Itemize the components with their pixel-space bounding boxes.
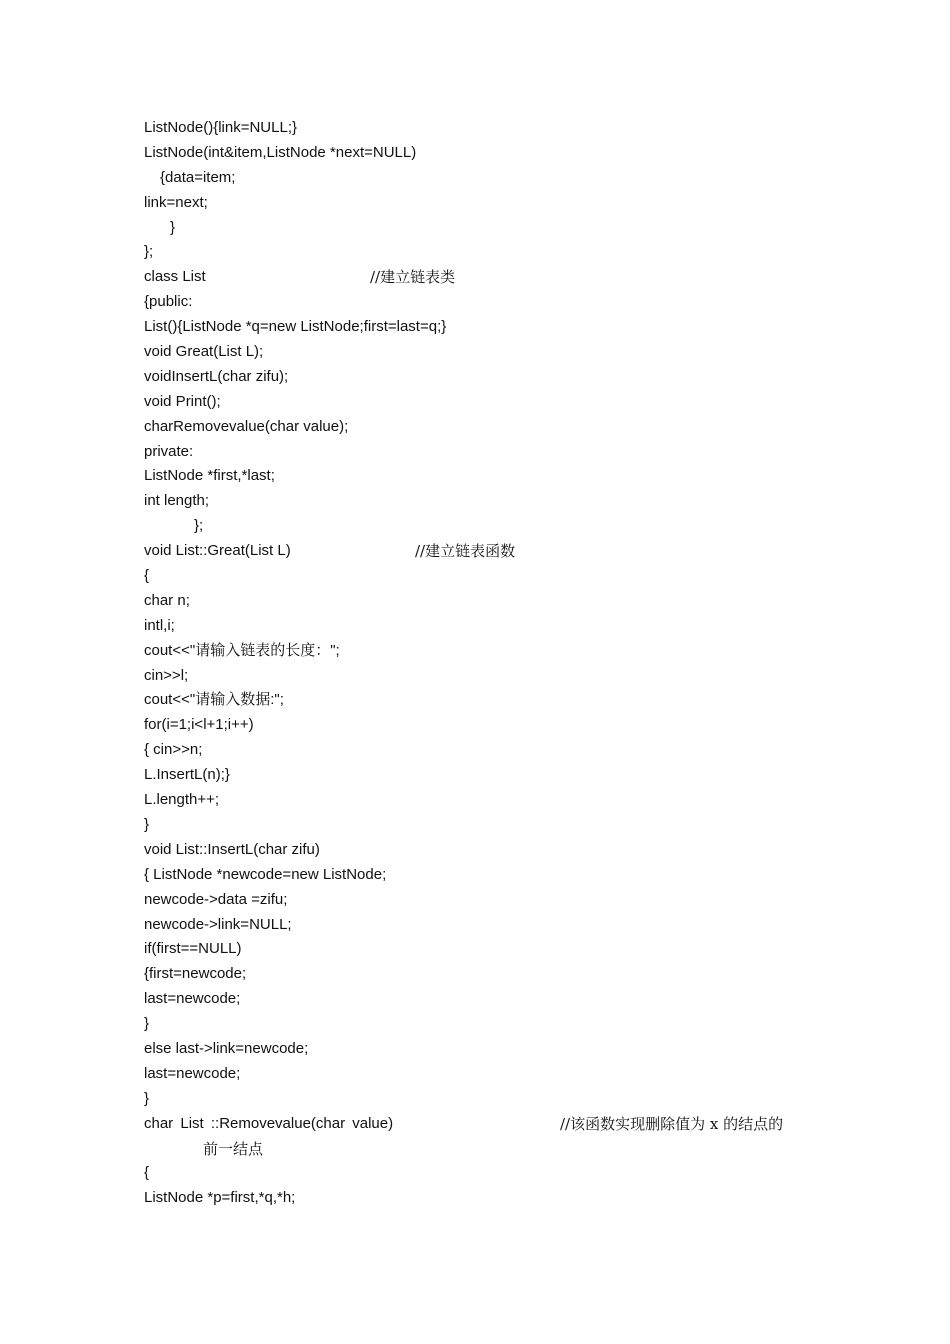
code-text: };: [144, 243, 154, 261]
code-line: [144, 763, 844, 788]
code-text: ListNode(){link=NULL;}: [144, 119, 297, 136]
code-line: [144, 688, 844, 713]
code-text: ListNode(int&item,ListNode *next=NULL): [144, 143, 417, 161]
code-text: charRemovevalue(char value);: [144, 417, 349, 435]
code-text: if(first==NULL): [144, 940, 242, 958]
code-line: [144, 962, 844, 987]
code-comment: //建立链表函数: [415, 542, 516, 561]
code-line: [144, 738, 844, 763]
code-line: [144, 713, 844, 738]
code-text: private:: [144, 442, 194, 460]
code-text: cout<<"请输入链表的长度：";: [144, 641, 340, 659]
code-comment: //该函数实现删除值为 x 的结点的: [560, 1114, 784, 1133]
code-listing: [144, 116, 844, 1211]
code-line: [144, 664, 844, 689]
code-line: [144, 987, 844, 1012]
code-line: [144, 166, 844, 191]
code-text: intl,i;: [144, 616, 175, 634]
code-line: [144, 1161, 844, 1186]
code-text: void Great(List L);: [144, 343, 264, 361]
code-line: [144, 440, 844, 465]
code-line: [144, 937, 844, 962]
code-text: { ListNode *newcode=new ListNode;: [144, 865, 387, 883]
code-text: };: [194, 517, 204, 535]
code-line: [144, 489, 844, 514]
code-text: link=next;: [144, 193, 208, 211]
code-text: last=newcode;: [144, 990, 241, 1008]
code-text: ListNode *first,*last;: [144, 467, 275, 485]
code-line: [144, 589, 844, 614]
code-line: [144, 614, 844, 639]
code-line: [144, 1062, 844, 1087]
code-line: [144, 813, 844, 838]
code-line: [144, 265, 844, 290]
code-line: [144, 863, 844, 888]
code-line: [144, 639, 844, 664]
code-text: class List: [144, 268, 206, 286]
code-text: voidInsertL(char zifu);: [144, 367, 289, 385]
code-text: cin>>l;: [144, 666, 189, 684]
code-line: [144, 216, 844, 241]
code-text: newcode->data =zifu;: [144, 890, 288, 908]
code-line: [144, 1112, 844, 1137]
code-text: {first=newcode;: [144, 965, 247, 983]
code-line: [144, 315, 844, 340]
code-text: }: [170, 218, 176, 236]
code-text: char n;: [144, 591, 190, 609]
code-text: }: [144, 1089, 150, 1107]
code-text: int length;: [144, 492, 210, 510]
code-text: last=newcode;: [144, 1064, 241, 1082]
code-line: [144, 1037, 844, 1062]
code-text: void Print();: [144, 392, 221, 410]
code-text: newcode->link=NULL;: [144, 915, 292, 933]
code-line: [144, 340, 844, 365]
code-line: [144, 141, 844, 166]
code-text: void List::Great(List L): [144, 542, 291, 560]
code-text: {: [144, 1164, 150, 1182]
code-text: {data=item;: [160, 168, 236, 186]
code-text: cout<<"请输入数据:";: [144, 691, 284, 709]
code-line: [144, 1087, 844, 1112]
code-text: }: [144, 1015, 150, 1033]
code-line: [144, 564, 844, 589]
code-line: [144, 390, 844, 415]
code-line: [144, 365, 844, 390]
code-text: L.InsertL(n);}: [144, 766, 230, 784]
code-line: [144, 240, 844, 265]
code-comment: //建立链表类: [370, 268, 456, 287]
code-comment-continuation: 前一结点: [203, 1139, 264, 1158]
code-line: [144, 913, 844, 938]
code-line: [144, 1186, 844, 1211]
code-line: [144, 415, 844, 440]
code-line: [144, 888, 844, 913]
code-text: { cin>>n;: [144, 741, 203, 759]
code-line: [144, 290, 844, 315]
code-line: [144, 838, 844, 863]
code-text: char List ::Removevalue(char value): [144, 1114, 394, 1132]
code-text: for(i=1;i<l+1;i++): [144, 716, 254, 734]
code-text: {: [144, 567, 150, 585]
code-text: L.length++;: [144, 791, 220, 809]
code-line: [144, 1137, 844, 1162]
code-line: [144, 788, 844, 813]
code-text: else last->link=newcode;: [144, 1039, 309, 1057]
code-line: [144, 191, 844, 216]
code-text: ListNode *p=first,*q,*h;: [144, 1189, 296, 1207]
code-line: [144, 514, 844, 539]
code-line: [144, 116, 844, 141]
code-text: }: [144, 815, 150, 833]
code-text: void List::InsertL(char zifu): [144, 840, 320, 858]
code-text: List(){ListNode *q=new ListNode;first=last=q;}: [144, 318, 447, 336]
code-line: [144, 1012, 844, 1037]
code-text: {public:: [144, 293, 193, 311]
code-line: [144, 464, 844, 489]
code-line: [144, 539, 844, 564]
